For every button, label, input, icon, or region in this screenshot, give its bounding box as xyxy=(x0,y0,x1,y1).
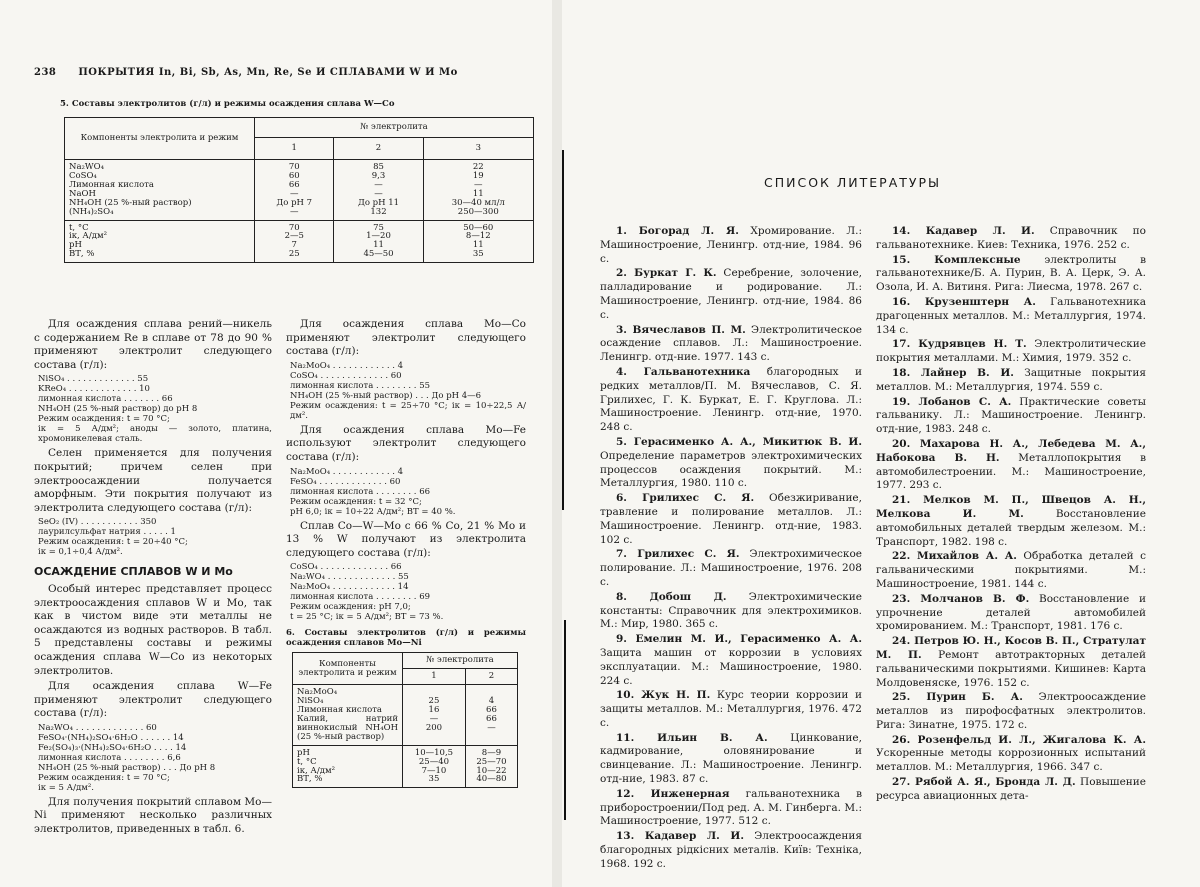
reference-item xyxy=(600,548,862,589)
reference-author: 9. Емелин М. И., Герасименко А. А. xyxy=(616,633,862,646)
reference-text: Определение параметров электрохимических процессов осаждения покрытий. М.: Металлургия, 1980. 110 с. xyxy=(600,449,862,490)
reference-text: Электроосаждение металлов из пирофосфатных электролитов. Рига: Зинатне, 1975. 172 с. xyxy=(876,691,1146,731)
reference-text: Защита машин от коррозии в условиях эксплуатации. М.: Машиностроение, 1980. 224 с. xyxy=(600,646,862,687)
reference-text: Справочник по гальванотехнике. Киев: Техника, 1976. 252 с. xyxy=(876,225,1146,251)
reference-text: Хромирование. Л.: Машиностроение, Ленингр. отд-ние, 1984. 96 с. xyxy=(600,225,862,265)
reference-author: 19. Лобанов С. А. xyxy=(892,395,1012,408)
left-page xyxy=(0,0,556,887)
reference-author: 20. Махарова Н. А., Лебедева М. А., Набокова В. Н. xyxy=(876,437,1146,464)
reference-item xyxy=(600,436,862,491)
reference-author: 5. Герасименко А. А., Микитюк В. И. xyxy=(616,435,862,448)
reference-text: Практические советы гальванику. Л.: Машиностроение. Ленингр. отд-ние, 1983. 248 с. xyxy=(876,395,1146,436)
reference-author: 24. Петров Ю. Н., Косов В. П., Стратулат М. П. xyxy=(876,635,1146,661)
reference-item xyxy=(876,593,1146,634)
reference-author: 11. Ильин В. А. xyxy=(616,731,768,744)
reference-text: электролиты в гальванотехнике/Б. А. Пурин, В. А. Церк, Э. А. Озола, И. А. Витиня. Рига: Лиесма, 1978. 267 с. xyxy=(876,253,1146,294)
recipe-list: NiSO₄ . . . . . . . . . . . . . 55 KReO₄ . . . . . . . . . . . . . 10 лимонная кислота . . . . . . . 66 NH₄OH (25 %-ный раствор) до pH 8 Режим осаждения: t = 70 °С; iк = 5 А/дм²; аноды — золото, платина, хромоникелевая сталь. xyxy=(38,374,272,445)
recipe-list: SeO₂ (IV) . . . . . . . . . . . 350 лаурилсульфат натрия . . . . . 1 Режим осаждения: t = 20÷40 °С; iк = 0,1÷0,4 А/дм². xyxy=(38,517,188,558)
reference-item xyxy=(600,492,862,547)
paragraph: Для осаждения сплава рений—никель с содержанием Re в сплаве от 78 до 90 % применяют электролит следующего состава (г/л): xyxy=(34,318,272,371)
table-cell: t, °C iк, А/дм² pH ВТ, % xyxy=(65,220,255,263)
section-title: ОСАЖДЕНИЕ СПЛАВОВ W И Mo xyxy=(34,565,233,579)
reference-author: 22. Михайлов А. А. xyxy=(892,550,1017,563)
recipe-list: Na₂MoO₄ . . . . . . . . . . . . 4 FeSO₄ . . . . . . . . . . . . . 60 лимонная кислота . . . . . . . . 66 Режим осаждения: t = 32 °С; pH 6,0; iк = 10÷22 А/дм²; ВТ = 40 %. xyxy=(290,466,456,517)
binding-shadow xyxy=(562,150,564,510)
table6-caption: 6. Составы электролитов (г/л) и режимы осаждения сплавов Mo—Ni xyxy=(286,628,526,649)
table-row xyxy=(65,220,534,263)
table-row xyxy=(65,160,534,221)
reference-item xyxy=(876,338,1146,366)
paragraph: Для получения покрытий сплавом Mo—Ni применяют несколько различных электролитов, приведенных в табл. 6. xyxy=(34,795,272,836)
reference-item xyxy=(600,591,862,632)
reference-item xyxy=(876,550,1146,591)
recipe-list: Na₂WO₄ . . . . . . . . . . . . . 60 FeSO₄·(NH₄)₂SO₄·6H₂O . . . . . . 14 Fe₂(SO₄)₃·(NH₄)₂SO₄·6H₂O . . . . 14 лимонная кислота . . . . . . . . 6,6 NH₄OH (25 %-ный раствор) . . . До pH 8 Режим осаждения: t = 70 °С; iк = 5 А/дм². xyxy=(38,722,216,793)
reference-text: Повышение ресурса авиационных дета- xyxy=(876,776,1146,802)
table-cell: 50—60 8—12 11 35 xyxy=(423,220,533,263)
table-cell: 75 1—20 11 45—50 xyxy=(334,220,423,263)
reference-item xyxy=(876,367,1146,395)
reference-text: Электрохимическое полирование. Л.: Машиностроение, 1976. 208 с. xyxy=(600,548,863,588)
reference-text: Электроосаждения благородных рідкісних металів. Київ: Техніка, 1968. 192 с. xyxy=(600,830,862,870)
paragraph: Особый интерес представляет процесс электроосаждения сплавов W и Mo, так как в чистом виде эти металлы не осаждаются из водных растворов. В табл. 5 представлены составы и режимы осаждения сплава W—Co из некоторых электролитов. xyxy=(34,582,272,677)
table-cell: 70 2—5 7 25 xyxy=(255,220,334,263)
reference-item xyxy=(600,732,862,787)
reference-text: Восстановление автомобильных деталей твердым железом. М.: Транспорт, 1982. 198 с. xyxy=(876,507,1147,548)
page-number: 238 xyxy=(34,67,57,78)
table5-caption: 5. Составы электролитов (г/л) и режимы осаждения сплава W—Co xyxy=(60,99,395,109)
reference-item xyxy=(600,689,862,730)
table-header-row xyxy=(65,118,534,138)
reference-text: Электролитические покрытия металлами. М.: Химия, 1979. 352 с. xyxy=(876,338,1146,365)
reference-text: Электролитическое осаждение сплавов. Л.: Машиностроение. Ленингр. отд-ние. 1977. 143 с. xyxy=(600,323,862,364)
paragraph: Сплав Co—W—Mo с 66 % Co, 21 % Mo и 13 % W получают из электролита следующего состава (г/л): xyxy=(286,519,526,559)
table6 xyxy=(292,652,518,788)
table-cell: pH t, °C iк, А/дм² ВТ, % xyxy=(293,745,403,788)
reference-author: 12. Инженерная xyxy=(616,787,730,800)
running-head xyxy=(34,67,524,78)
reference-text: Восстановление и упрочнение деталей автомобилей хромированием. М.: Транспорт, 1981. 176 с. xyxy=(876,592,1146,633)
reference-text: Ускоренные методы коррозионных испытаний металлов. М.: Металлургия, 1966. 347 с. xyxy=(876,747,1146,774)
reference-author: 7. Грилихес С. Я. xyxy=(616,548,740,561)
reference-author: 16. Крузенштерн А. xyxy=(892,295,1036,308)
table-col-2: 2 xyxy=(334,138,423,160)
paragraph: Для осаждения сплава Mo—Fe используют электролит следующего состава (г/л): xyxy=(286,423,526,463)
right-page xyxy=(562,0,1200,887)
recipe-list: Na₂MoO₄ . . . . . . . . . . . . 4 CoSO₄ . . . . . . . . . . . . . 60 лимонная кислота . . . . . . . . 55 NH₄OH (25 %-ный раствор) . . . До pH 4—6 Режим осаждения: t = 25÷70 °С; iк = 10÷22,5 А/дм². xyxy=(290,360,526,421)
table-cell: Na₂MoO₄ NiSO₄ Лимонная кислота Калий, натрий виннокислый NH₄OH (25 %-ный раствор) xyxy=(293,685,403,746)
paragraph: Для осаждения сплава W—Fe применяют электролит следующего состава (г/л): xyxy=(34,680,272,720)
reference-text: гальванотехника в приборостроении/Под ред. А. М. Гинберга. М.: Машиностроение, 1977. 512 с. xyxy=(600,787,862,828)
reference-author: 27. Рябой А. Я., Бронда Л. Д. xyxy=(892,776,1076,789)
left-column-a xyxy=(34,318,272,839)
table-col-3: 3 xyxy=(423,138,533,160)
reference-text: Гальванотехника драгоценных металлов. М.: Металлургия, 1974. 134 с. xyxy=(876,295,1146,336)
table-row xyxy=(293,745,518,788)
recipe-list: CoSO₄ . . . . . . . . . . . . . 66 Na₂WO₄ . . . . . . . . . . . . . 55 Na₂MoO₄ . . . . . . . . . . . . 14 лимонная кислота . . . . . . . . 69 Режим осаждения: pH 7,0; t = 25 °С; iк = 5 А/дм²; ВТ = 73 %. xyxy=(290,562,444,623)
reference-item xyxy=(600,267,862,322)
reference-author: 25. Пурин Б. А. xyxy=(892,691,1023,704)
reference-text: благородных и редких металлов/П. М. Вячеславов, С. Я. Грилихес, Г. К. Буркат, Е. Г. Круглова. Л.: Машиностроение. Ленингр. отд-ние, 1970. 248 с. xyxy=(600,365,862,434)
reference-author: 2. Буркат Г. К. xyxy=(616,267,717,280)
reference-item xyxy=(600,366,862,435)
reference-author: 17. Кудрявцев Н. Т. xyxy=(892,338,1027,351)
reference-item xyxy=(876,776,1146,804)
reference-item xyxy=(600,830,862,871)
reference-author: 4. Гальванотехника xyxy=(616,365,751,378)
reference-author: 23. Молчанов В. Ф. xyxy=(892,592,1030,605)
reference-item xyxy=(876,225,1146,253)
reference-item xyxy=(876,296,1146,337)
reference-text: Серебрение, золочение, палладирование и родирование. Л.: Машиностроение, Ленингр. отд-ние, 1984. 86 с. xyxy=(600,267,862,321)
left-column-b xyxy=(286,318,526,788)
reference-author: 1. Богорад Л. Я. xyxy=(616,225,739,237)
reference-item xyxy=(876,734,1146,775)
table-cell: 85 9,3 — — До pH 11 132 xyxy=(334,160,423,221)
table-cell: 10—10,5 25—40 7—10 35 xyxy=(403,745,466,788)
table-cell: 70 60 66 — До pH 7 — xyxy=(255,160,334,221)
reference-text: Обезжиривание, травление и полирование металлов. Л.: Машиностроение. Ленингр. отд-ние, 1983. 102 с. xyxy=(600,492,862,546)
table-header-number: № электролита xyxy=(403,653,518,669)
reference-item xyxy=(876,691,1146,732)
reference-item xyxy=(600,324,862,365)
running-head-title: ПОКРЫТИЯ In, Bi, Sb, As, Mn, Re, Se И СПЛАВАМИ W И Mo xyxy=(78,67,458,78)
reference-author: 18. Лайнер В. И. xyxy=(892,366,1014,379)
reference-author: 15. Комплексные xyxy=(892,253,1021,266)
references-column-a xyxy=(600,225,862,873)
table-cell: 4 66 66 — xyxy=(465,685,517,746)
binding-shadow xyxy=(564,620,566,820)
paragraph: Для осаждения сплава Mo—Co применяют электролит следующего состава (г/л): xyxy=(286,318,526,358)
paragraph: Селен применяется для получения покрытий; причем селен при электроосаждении получается аморфным. Эти покрытия получают из электролита следующего состава (г/л): xyxy=(34,447,272,514)
reference-item xyxy=(600,225,862,266)
table-row xyxy=(293,685,518,746)
reference-author: 14. Кадавер Л. И. xyxy=(892,225,1035,237)
table-col-1: 1 xyxy=(403,669,466,685)
reference-text: Защитные покрытия металлов. М.: Металлургия, 1974. 559 с. xyxy=(876,366,1146,393)
reference-text: Цинкование, кадмирование, оловянирование и свинцевание. Л.: Машиностроение. Ленингр. отд-ние, 1983. 87 с. xyxy=(600,731,862,786)
reference-author: 26. Розенфельд И. Л., Жигалова К. А. xyxy=(892,733,1146,746)
reference-author: 3. Вячеславов П. М. xyxy=(616,323,746,336)
reference-author: 6. Грилихес С. Я. xyxy=(616,492,755,505)
reference-author: 21. Мелков М. П., Швецов А. Н., Мелкова И. М. xyxy=(876,494,1146,520)
reference-item xyxy=(876,438,1146,493)
table-header-number: № электролита xyxy=(255,118,534,138)
table-header-components: Компоненты электролита и режим xyxy=(65,118,255,160)
references-column-b xyxy=(876,225,1146,805)
table-col-1: 1 xyxy=(255,138,334,160)
reference-item xyxy=(876,494,1146,549)
table-col-2: 2 xyxy=(465,669,517,685)
reference-item xyxy=(876,635,1146,690)
table-cell: 8—9 25—70 10—22 40—80 xyxy=(465,745,517,788)
table5 xyxy=(64,117,534,263)
table-header-components: Компоненты электролита и режим xyxy=(293,653,403,685)
reference-text: Электрохимические константы: Справочник для электрохимиков. М.: Мир, 1980. 365 с. xyxy=(600,590,862,631)
table-cell: 22 19 — 11 30—40 мл/л 250—300 xyxy=(423,160,533,221)
reference-text: Металлопокрытия в автомобилестроении. М.: Машиностроение, 1977. 293 с. xyxy=(876,451,1146,492)
reference-item xyxy=(876,254,1146,295)
reference-author: 13. Кадавер Л. И. xyxy=(616,830,744,843)
reference-text: Курс теории коррозии и защиты металлов. М.: Металлургия, 1976. 472 с. xyxy=(600,689,862,729)
reference-author: 8. Добош Д. xyxy=(616,590,727,603)
reference-item xyxy=(876,396,1146,437)
reference-item xyxy=(600,788,862,829)
table-header-row xyxy=(293,653,518,669)
reference-item xyxy=(600,633,862,688)
references-title: СПИСОК ЛИТЕРАТУРЫ xyxy=(764,175,942,190)
reference-text: Обработка деталей с гальваническими покрытиями. М.: Машиностроение, 1981. 144 с. xyxy=(876,550,1146,590)
table-cell: Na₂WO₄ CoSO₄ Лимонная кислота NaOH NH₄OH (25 %-ный раствор) (NH₄)₂SO₄ xyxy=(65,160,255,221)
table-cell: 25 16 — 200 xyxy=(403,685,466,746)
reference-text: Ремонт автотракторных деталей гальваническими покрытиями. Кишинев: Карта Молдовеняске, 1976. 152 с. xyxy=(876,648,1146,689)
reference-author: 10. Жук Н. П. xyxy=(616,689,711,702)
